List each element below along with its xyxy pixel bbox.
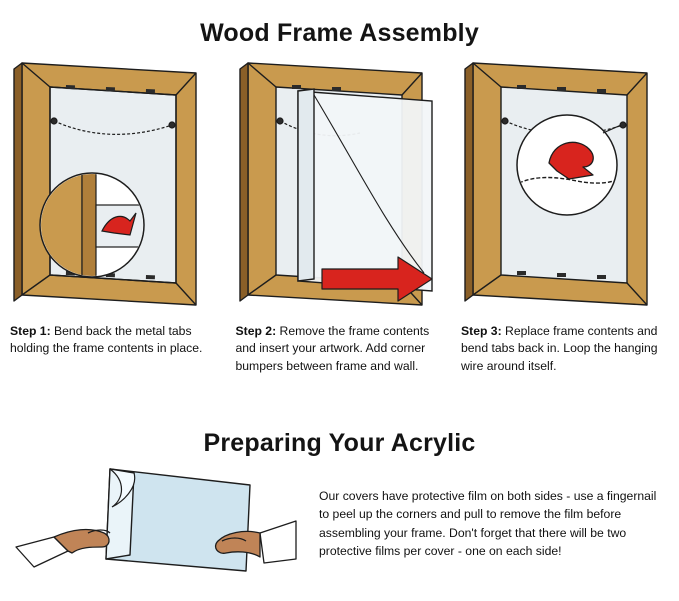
step-3: [461, 55, 669, 375]
step-1: [10, 55, 218, 375]
step-2-text: Remove the frame contents and insert your artwork. Add corner bumpers between frame and wall.: [235, 324, 430, 373]
step-1-caption: [10, 323, 218, 358]
page-title-assembly: Wood Frame Assembly: [200, 18, 479, 47]
hands-peeling-film-illustration: [14, 455, 299, 580]
acrylic-figure: [14, 455, 299, 580]
steps-row: [10, 55, 669, 375]
step-3-caption: [461, 323, 669, 375]
step-3-figure: [461, 55, 669, 313]
frame-with-tab-detail-illustration: [10, 55, 218, 313]
step-2: [236, 55, 444, 375]
step-2-label: Step 2:: [235, 324, 277, 338]
acrylic-instructions-text: Our covers have protective film on both sides - use a fingernail to peel up the corners and pull to remove the film before assembling your frame. Don't forget that there will be two protective films per cover - one on each side!: [319, 489, 657, 558]
frame-with-wire-loop-detail-illustration: [461, 55, 669, 313]
step-1-figure: [10, 55, 218, 313]
frame-with-artwork-removal-arrow-illustration: [236, 55, 444, 313]
step-1-label: Step 1:: [10, 324, 51, 338]
page-title-acrylic: Preparing Your Acrylic: [203, 428, 476, 457]
step-3-label: Step 3:: [461, 324, 502, 338]
acrylic-row: [10, 455, 669, 580]
step-2-figure: [236, 55, 444, 313]
step-3-text: Replace frame contents and bend tabs back in. Loop the hanging wire around itself.: [461, 324, 658, 373]
step-2-caption: [236, 323, 444, 375]
step-1-text: Bend back the metal tabs holding the frame contents in place.: [10, 324, 203, 356]
